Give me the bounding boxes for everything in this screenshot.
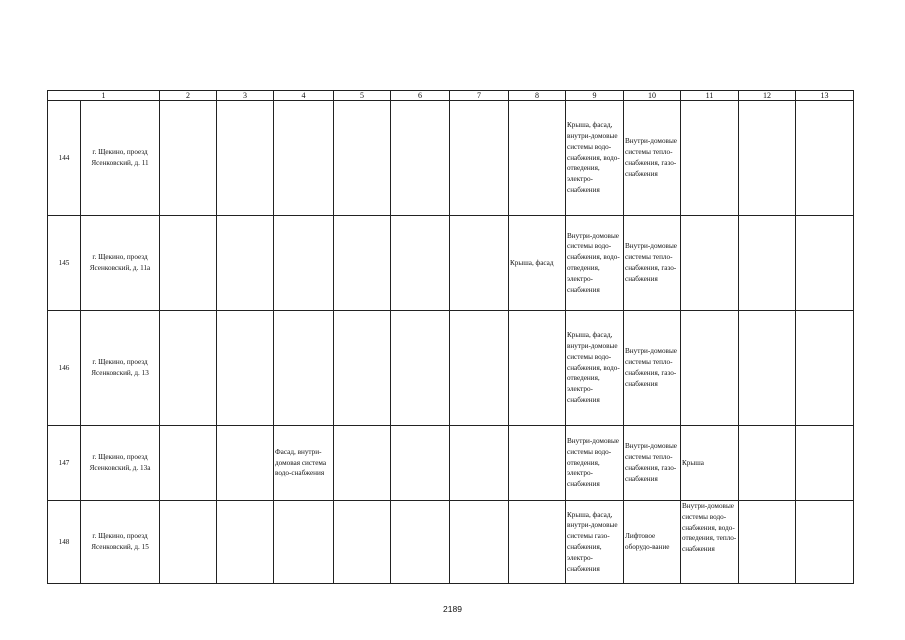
cell-col-6: [391, 216, 450, 311]
row-number: 145: [48, 216, 81, 311]
row-number: 146: [48, 311, 81, 426]
header-cell-6: 6: [391, 91, 450, 101]
table-row: [48, 216, 854, 311]
cell-col-13: [796, 311, 854, 426]
header-cell-8: 8: [509, 91, 566, 101]
cell-col-6: [391, 311, 450, 426]
cell-col-11: [681, 311, 739, 426]
cell-col-2: [160, 426, 217, 501]
cell-col-9: Крыша, фасад, внутри-домовые системы водо-снабжения, водо-отведения, электро-снабжения: [566, 311, 624, 426]
cell-col-3: [217, 101, 274, 216]
cell-col-9: Внутри-домовые системы водо-снабжения, водо-отведения, электро-снабжения: [566, 216, 624, 311]
table-row: [48, 426, 854, 501]
cell-col-2: [160, 101, 217, 216]
row-number: 148: [48, 501, 81, 584]
header-cell-3: 3: [217, 91, 274, 101]
cell-col-12: [739, 311, 796, 426]
cell-col-4: [274, 501, 334, 584]
address-cell: г. Щекино, проезд Ясенковский, д. 13а: [81, 426, 160, 501]
address-cell: г. Щекино, проезд Ясенковский, д. 11а: [81, 216, 160, 311]
schedule-table: [47, 90, 854, 584]
cell-col-8: [509, 311, 566, 426]
schedule-table-sheet: [47, 90, 853, 584]
cell-col-11: [681, 101, 739, 216]
cell-col-7: [450, 426, 509, 501]
cell-col-3: [217, 501, 274, 584]
cell-col-4: [274, 311, 334, 426]
cell-col-11: Внутри-домовые системы водо-снабжения, водо-отведения, тепло-снабжения: [681, 501, 739, 584]
cell-col-6: [391, 101, 450, 216]
cell-col-12: [739, 501, 796, 584]
cell-col-3: [217, 311, 274, 426]
cell-col-13: [796, 426, 854, 501]
address-cell: г. Щекино, проезд Ясенковский, д. 13: [81, 311, 160, 426]
cell-col-5: [334, 501, 391, 584]
header-cell-10: 10: [624, 91, 681, 101]
address-cell: г. Щекино, проезд Ясенковский, д. 15: [81, 501, 160, 584]
header-cell-1: 1: [48, 91, 160, 101]
cell-col-7: [450, 501, 509, 584]
cell-col-5: [334, 311, 391, 426]
cell-col-2: [160, 311, 217, 426]
header-cell-2: 2: [160, 91, 217, 101]
row-number: 144: [48, 101, 81, 216]
cell-col-5: [334, 426, 391, 501]
header-cell-5: 5: [334, 91, 391, 101]
cell-col-11: [681, 216, 739, 311]
cell-col-13: [796, 501, 854, 584]
header-row: [48, 91, 854, 101]
cell-col-10: Лифтовое оборудо-вание: [624, 501, 681, 584]
cell-col-9: Крыша, фасад, внутри-домовые системы газо-снабжения, электро-снабжения: [566, 501, 624, 584]
cell-col-9: Крыша, фасад, внутри-домовые системы водо-снабжения, водо-отведения, электро-снабжения: [566, 101, 624, 216]
cell-col-3: [217, 216, 274, 311]
cell-col-8: Крыша, фасад: [509, 216, 566, 311]
address-cell: г. Щекино, проезд Ясенковский, д. 11: [81, 101, 160, 216]
cell-col-13: [796, 216, 854, 311]
cell-col-9: Внутри-домовые системы водо-отведения, электро-снабжения: [566, 426, 624, 501]
table-row: [48, 101, 854, 216]
cell-col-4: [274, 216, 334, 311]
header-cell-4: 4: [274, 91, 334, 101]
cell-col-2: [160, 501, 217, 584]
cell-col-4: Фасад, внутри-домовая система водо-снабжения: [274, 426, 334, 501]
header-cell-7: 7: [450, 91, 509, 101]
page-number: 2189: [443, 604, 462, 614]
cell-col-4: [274, 101, 334, 216]
cell-col-13: [796, 101, 854, 216]
cell-col-7: [450, 216, 509, 311]
header-cell-13: 13: [796, 91, 854, 101]
cell-col-11: Крыша: [681, 426, 739, 501]
cell-col-8: [509, 101, 566, 216]
header-cell-11: 11: [681, 91, 739, 101]
cell-col-5: [334, 101, 391, 216]
cell-col-7: [450, 101, 509, 216]
row-number: 147: [48, 426, 81, 501]
cell-col-12: [739, 216, 796, 311]
table-row: [48, 311, 854, 426]
cell-col-3: [217, 426, 274, 501]
cell-col-7: [450, 311, 509, 426]
table-row: [48, 501, 854, 584]
cell-col-2: [160, 216, 217, 311]
cell-col-10: Внутри-домовые системы тепло-снабжения, газо-снабжения: [624, 426, 681, 501]
cell-col-10: Внутри-домовые системы тепло-снабжения, газо-снабжения: [624, 311, 681, 426]
cell-col-8: [509, 501, 566, 584]
header-cell-9: 9: [566, 91, 624, 101]
cell-col-12: [739, 426, 796, 501]
cell-col-6: [391, 501, 450, 584]
cell-col-12: [739, 101, 796, 216]
cell-col-10: Внутри-домовые системы тепло-снабжения, газо-снабжения: [624, 216, 681, 311]
cell-col-5: [334, 216, 391, 311]
cell-col-8: [509, 426, 566, 501]
cell-col-10: Внутри-домовые системы тепло-снабжения, газо-снабжения: [624, 101, 681, 216]
header-cell-12: 12: [739, 91, 796, 101]
cell-col-6: [391, 426, 450, 501]
